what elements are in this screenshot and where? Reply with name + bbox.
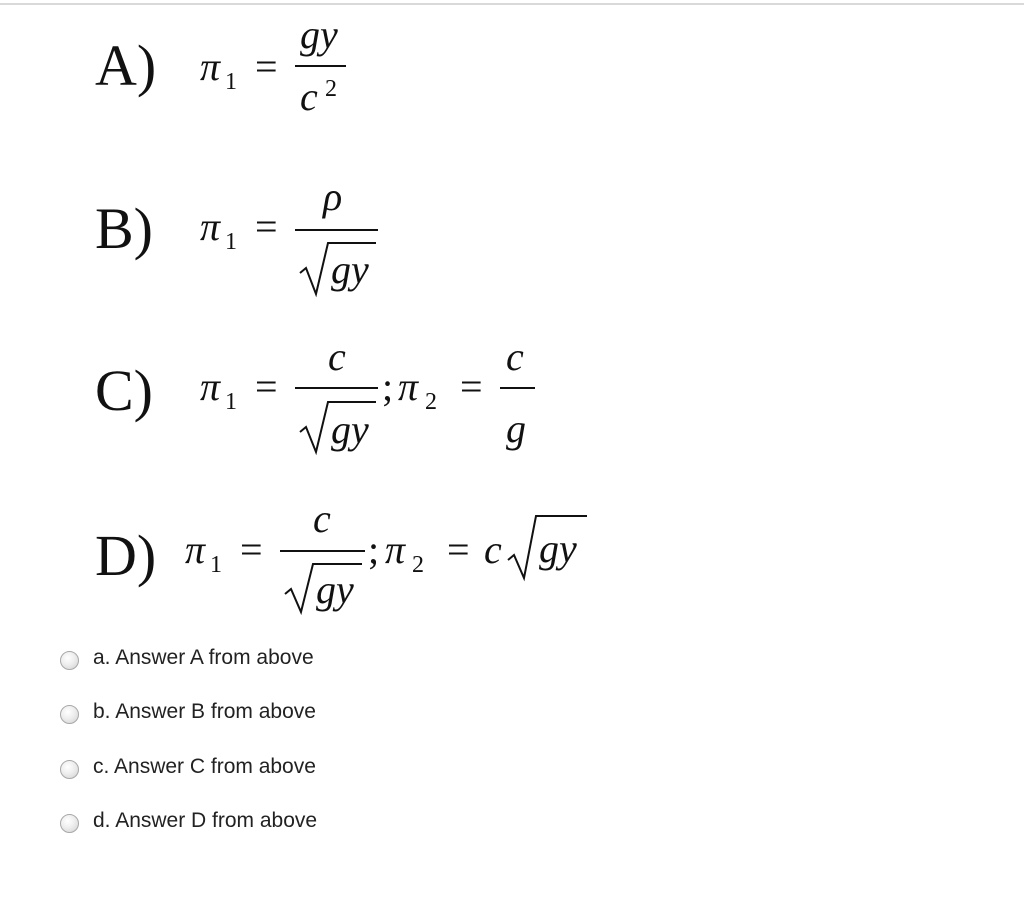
math-subscript: 1	[210, 552, 222, 578]
math-numerator: ρ	[323, 174, 343, 219]
math-equals: =	[460, 364, 483, 409]
option-letter: D)	[95, 523, 157, 588]
math-subscript: 1	[225, 389, 237, 415]
radio-button[interactable]	[60, 814, 79, 833]
math-equals: =	[255, 364, 278, 409]
radio-button[interactable]	[60, 760, 79, 779]
math-coefficient: c	[484, 527, 502, 572]
math-equals: =	[255, 44, 278, 89]
formula-option-a	[95, 12, 346, 119]
math-pi: π	[185, 527, 206, 572]
math-pi: π	[200, 44, 221, 89]
math-subscript: 1	[225, 229, 237, 255]
formula-option-b	[95, 174, 378, 294]
math-subscript: 2	[425, 389, 437, 415]
answer-option-b[interactable]	[60, 685, 317, 740]
math-radicand: gy	[539, 526, 577, 571]
math-radicand: gy	[331, 247, 369, 292]
math-subscript: 2	[412, 552, 424, 578]
math-equals: =	[255, 204, 278, 249]
math-equals: =	[447, 527, 470, 572]
answer-label[interactable]: b. Answer B from above	[93, 700, 316, 724]
math-pi: π	[200, 204, 221, 249]
answer-choices	[60, 630, 317, 848]
math-numerator: c	[313, 496, 331, 541]
math-semicolon: ;	[382, 364, 394, 409]
answer-label[interactable]: c. Answer C from above	[93, 754, 316, 778]
option-letter: B)	[95, 196, 153, 261]
math-equals: =	[240, 527, 263, 572]
math-numerator: gy	[300, 12, 338, 57]
formula-option-d	[95, 496, 587, 612]
math-superscript: 2	[325, 76, 337, 102]
answer-option-c[interactable]	[60, 739, 317, 794]
math-radicand: gy	[316, 567, 354, 612]
option-letter: C)	[95, 358, 153, 423]
radio-button[interactable]	[60, 705, 79, 724]
math-semicolon: ;	[368, 527, 380, 572]
math-numerator: c	[506, 334, 524, 379]
formula-option-c	[95, 334, 535, 452]
radio-button[interactable]	[60, 651, 79, 670]
math-numerator: c	[328, 334, 346, 379]
math-subscript: 1	[225, 69, 237, 95]
math-radicand: gy	[331, 407, 369, 452]
option-letter: A)	[95, 33, 157, 98]
answer-option-d[interactable]	[60, 794, 317, 849]
math-denominator: g	[506, 406, 526, 451]
answer-option-a[interactable]	[60, 630, 317, 685]
answer-label[interactable]: d. Answer D from above	[93, 809, 318, 833]
math-pi: π	[200, 364, 221, 409]
math-denominator: c	[300, 74, 318, 119]
math-pi: π	[398, 364, 419, 409]
answer-label[interactable]: a. Answer A from above	[93, 645, 314, 669]
math-pi: π	[385, 527, 406, 572]
